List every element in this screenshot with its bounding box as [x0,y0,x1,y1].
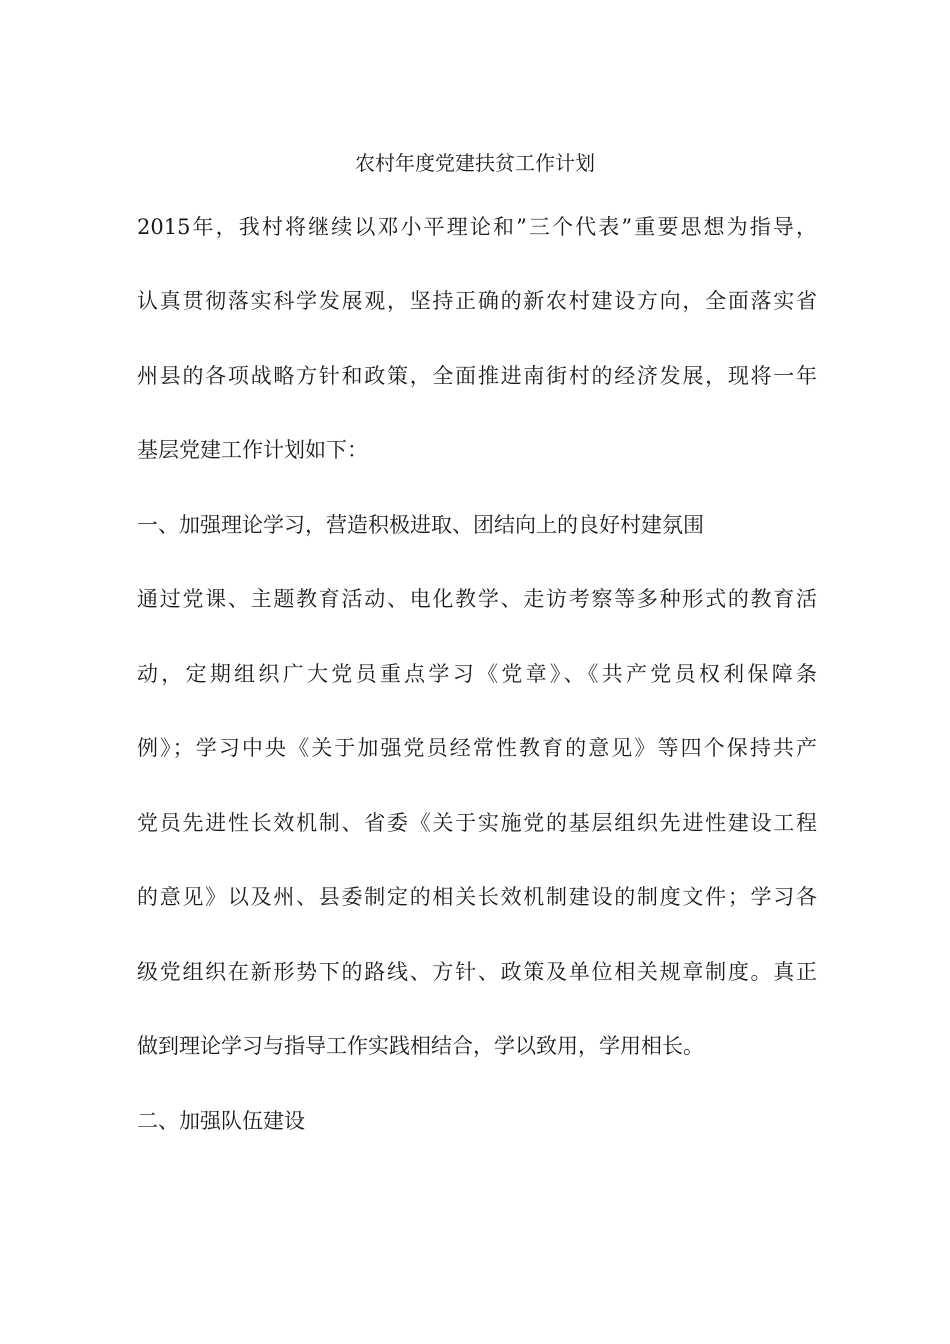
paragraph-1-line-3: 州县的各项战略方针和政策，全面推进南街村的经济发展，现将一年 [137,364,817,388]
section-heading-2: 二、加强队伍建设 [137,1109,305,1133]
section-heading-1: 一、加强理论学习，营造积极进取、团结向上的良好村建氛围 [137,513,704,537]
paragraph-1-line-4: 基层党建工作计划如下： [137,438,368,462]
paragraph-2-line-3: 例》；学习中央《关于加强党员经常性教育的意见》等四个保持共产 [137,736,817,760]
paragraph-1-line-1: 2015年，我村将继续以邓小平理论和”三个代表”重要思想为指导， [137,215,817,239]
paragraph-2-line-5: 的意见》以及州、县委制定的相关长效机制建设的制度文件；学习各 [137,885,817,909]
paragraph-2-line-4: 党员先进性长效机制、省委《关于实施党的基层组织先进性建设工程 [137,811,817,835]
paragraph-2-line-6: 级党组织在新形势下的路线、方针、政策及单位相关规章制度。真正 [137,960,817,984]
document-title: 农村年度党建扶贫工作计划 [355,151,595,175]
paragraph-2-line-2: 动，定期组织广大党员重点学习《党章》、《共产党员权利保障条 [137,662,817,686]
paragraph-2-line-1: 通过党课、主题教育活动、电化教学、走访考察等多种形式的教育活 [137,587,817,611]
paragraph-2-line-7: 做到理论学习与指导工作实践相结合，学以致用，学用相长。 [137,1034,704,1058]
paragraph-1-line-2: 认真贯彻落实科学发展观，坚持正确的新农村建设方向，全面落实省 [137,289,817,313]
